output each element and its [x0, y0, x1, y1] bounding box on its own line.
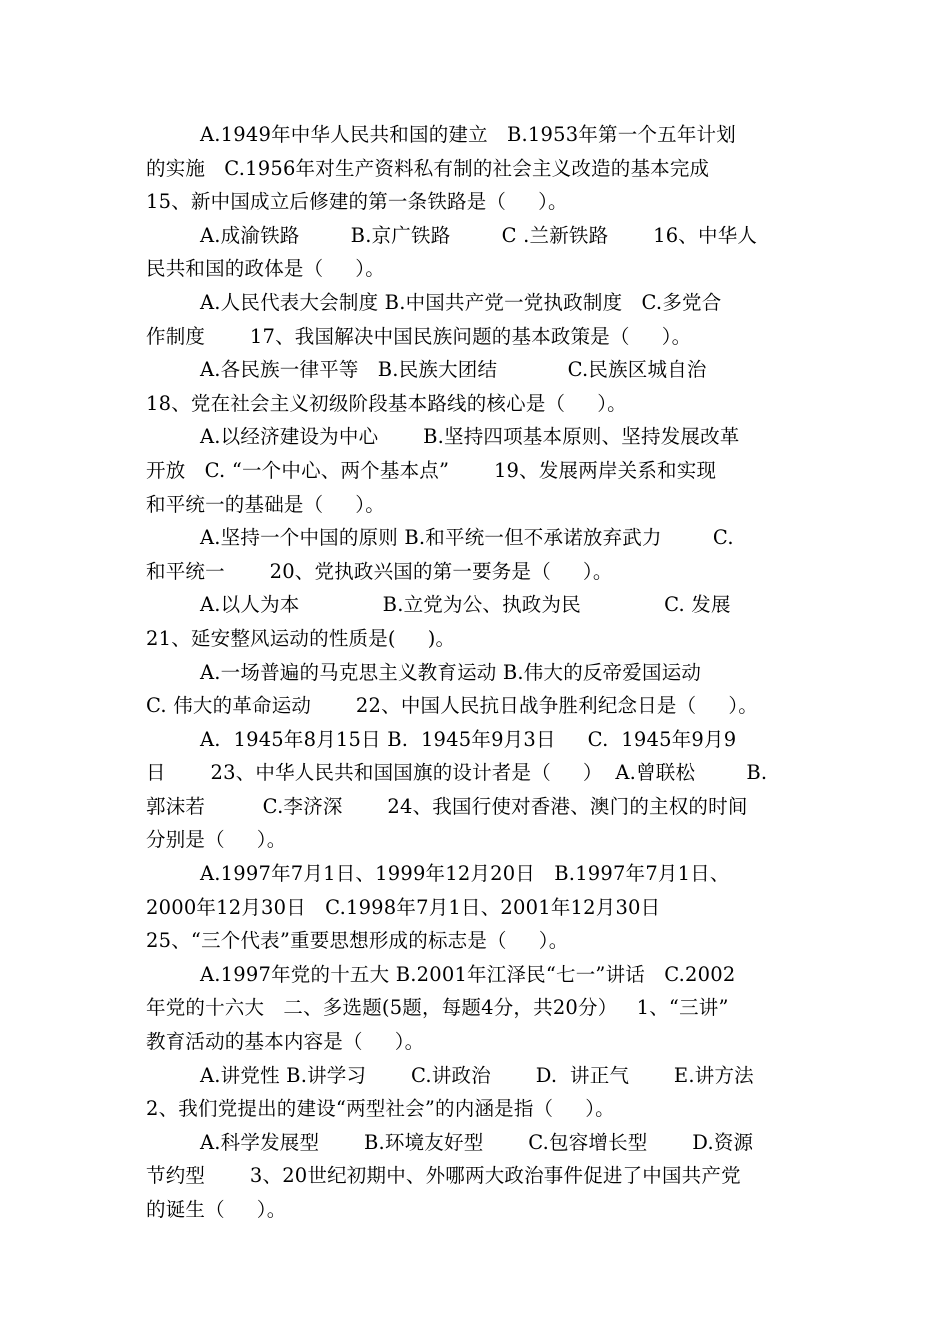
- text-line: A.以经济建设为中心 B.坚持四项基本原则、坚持发展改革: [200, 425, 740, 449]
- text-line: C. 伟大的革命运动 22、中国人民抗日战争胜利纪念日是（ ）。: [146, 694, 758, 718]
- text-line: A.1997年党的十五大 B.2001年江泽民“七一”讲话 C.2002: [200, 962, 736, 986]
- text-line: 的实施 C.1956年对生产资料私有制的社会主义改造的基本完成: [146, 156, 710, 180]
- text-line: 节约型 3、20世纪初期中、外哪两大政治事件促进了中国共产党: [146, 1164, 741, 1188]
- text-line: 和平统一的基础是（ ）。: [146, 492, 385, 516]
- question-25: 25、“三个代表”重要思想形成的标志是（ ）。: [146, 929, 569, 953]
- text-line: 教育活动的基本内容是（ ）。: [146, 1030, 425, 1054]
- text-line: 郭沫若 C.李济深 24、我国行使对香港、澳门的主权的时间: [146, 794, 748, 818]
- question-15: 15、新中国成立后修建的第一条铁路是（ ）。: [146, 190, 568, 214]
- text-line: A.成渝铁路 B.京广铁路 C .兰新铁路 16、中华人: [200, 223, 758, 247]
- text-line: 的诞生（ ）。: [146, 1198, 287, 1221]
- text-line: 和平统一 20、党执政兴国的第一要务是（ ）。: [146, 559, 613, 583]
- text-line: A.讲党性 B.讲学习 C.讲政治 D. 讲正气 E.讲方法: [200, 1063, 754, 1087]
- text-line: A.一场普遍的马克思主义教育运动 B.伟大的反帝爱国运动: [200, 660, 702, 684]
- question-21: 21、延安整风运动的性质是( )。: [146, 626, 456, 650]
- text-line: 分别是（ ）。: [146, 828, 287, 852]
- text-line: A.人民代表大会制度 B.中国共产党一党执政制度 C.多党合: [200, 290, 722, 314]
- question-18: 18、党在社会主义初级阶段基本路线的核心是（ ）。: [146, 391, 627, 415]
- text-line: 民共和国的政体是（ ）。: [146, 257, 385, 281]
- text-line: 年党的十六大 二、多选题(5题，每题4分，共20分） 1、“三讲”: [146, 996, 729, 1020]
- text-line: A.以人为本 B.立党为公、执政为民 C. 发展: [200, 593, 731, 617]
- text-line: 作制度 17、我国解决中国民族问题的基本政策是（ ）。: [146, 324, 692, 348]
- text-line: 开放 C. “一个中心、两个基本点” 19、发展两岸关系和实现: [146, 458, 717, 482]
- document-page: [146, 118, 836, 1227]
- multi-question-2: 2、我们党提出的建设“两型社会”的内涵是指（ ）。: [146, 1097, 615, 1121]
- text-line: A.科学发展型 B.环境友好型 C.包容增长型 D.资源: [200, 1130, 754, 1154]
- text-line: 日 23、中华人民共和国国旗的设计者是（ ） A.曾联松 B.: [146, 761, 768, 785]
- text-line: A.坚持一个中国的原则 B.和平统一但不承诺放弃武力 C.: [200, 526, 734, 550]
- text-line: A. 1945年8月15日 B. 1945年9月3日 C. 1945年9月9: [200, 727, 737, 751]
- text-line: A.1949年中华人民共和国的建立 B.1953年第一个五年计划: [200, 123, 736, 146]
- text-line: A.1997年7月1日、1999年12月20日 B.1997年7月1日、: [200, 862, 730, 886]
- text-line: A.各民族一律平等 B.民族大团结 C.民族区城自治: [200, 358, 707, 382]
- text-line: 2000年12月30日 C.1998年7月1日、2001年12月30日: [146, 895, 661, 919]
